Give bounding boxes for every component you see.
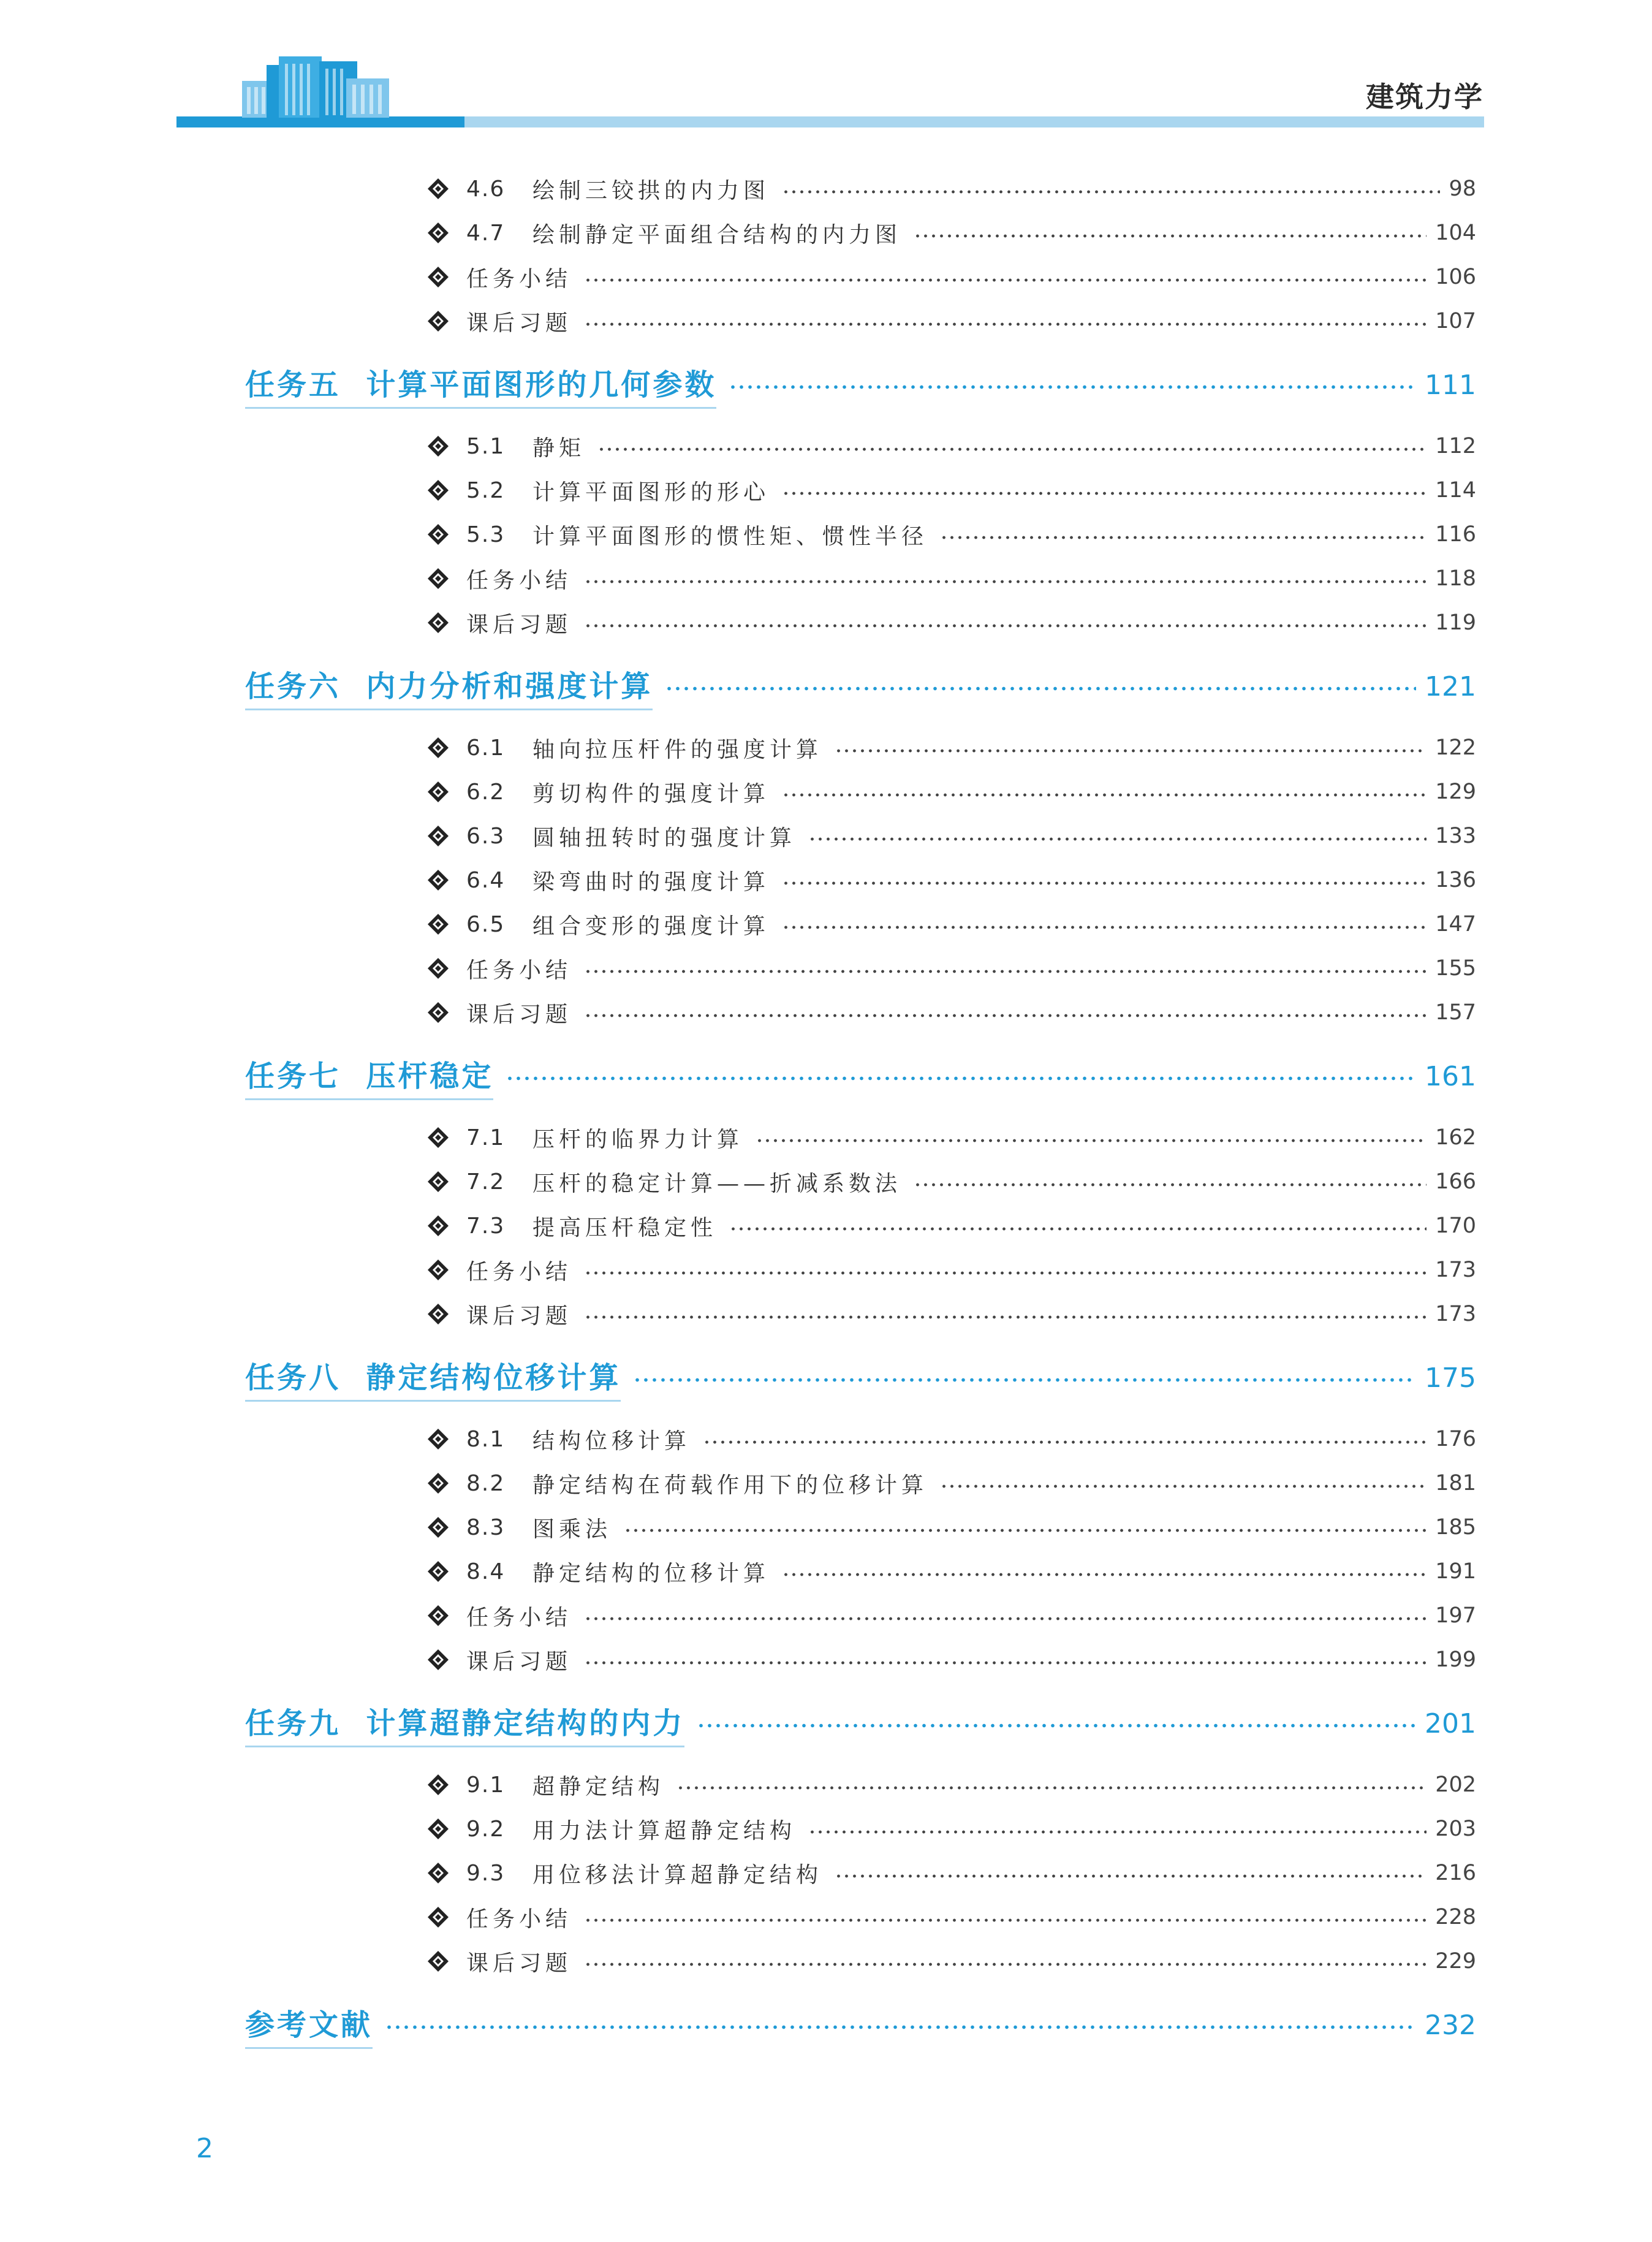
diamond-bullet-icon: [427, 1516, 449, 1538]
toc-section-entry[interactable]: [427, 1641, 1476, 1678]
dot-leader: [624, 1529, 1427, 1532]
toc-section-entry[interactable]: [427, 1465, 1476, 1502]
dot-leader: [914, 234, 1427, 238]
section-title: 提高压杆稳定性: [532, 1215, 718, 1241]
diamond-bullet-icon: [427, 781, 449, 803]
diamond-bullet-icon: [427, 1259, 449, 1281]
section-title: 任务小结: [466, 1259, 572, 1285]
dot-leader: [584, 1963, 1427, 1966]
dot-leader: [782, 190, 1440, 194]
section-title: 轴向拉压杆件的强度计算: [532, 737, 823, 762]
section-title: 梁弯曲时的强度计算: [532, 869, 770, 895]
page-ref: 98: [1449, 177, 1476, 201]
diamond-bullet-icon: [427, 1649, 449, 1671]
page-ref: 133: [1435, 824, 1476, 848]
page-ref: 173: [1435, 1258, 1476, 1282]
section-title: 超静定结构: [532, 1774, 665, 1799]
building-logo-icon: [242, 54, 395, 118]
page-ref: 161: [1425, 1060, 1476, 1092]
dot-leader: [914, 1183, 1427, 1187]
dot-leader: [940, 1484, 1427, 1488]
page-ref: 203: [1435, 1817, 1476, 1841]
dot-leader: [584, 970, 1427, 973]
section-title: 圆轴扭转时的强度计算: [532, 825, 797, 851]
page-ref: 232: [1425, 2009, 1476, 2041]
section-title: 课后习题: [466, 1303, 572, 1329]
page-ref: 176: [1435, 1427, 1476, 1451]
diamond-bullet-icon: [427, 913, 449, 935]
diamond-bullet-icon: [427, 1560, 449, 1583]
dot-leader: [584, 1918, 1427, 1922]
page-ref: 114: [1435, 478, 1476, 503]
section-number: 4.6: [466, 176, 506, 202]
page-ref: 166: [1435, 1169, 1476, 1194]
section-title: 静定结构的位移计算: [532, 1560, 770, 1586]
dot-leader: [729, 385, 1416, 389]
toc-section-entry[interactable]: [427, 1597, 1476, 1634]
diamond-bullet-icon: [427, 1605, 449, 1627]
dot-leader: [729, 1227, 1427, 1231]
toc-section-entry[interactable]: [427, 994, 1476, 1031]
diamond-bullet-icon: [427, 1303, 449, 1325]
page-ref: 170: [1435, 1214, 1476, 1238]
section-title: 计算平面图形的惯性矩、惯性半径: [532, 523, 928, 549]
toc-section-entry[interactable]: [427, 1509, 1476, 1546]
diamond-bullet-icon: [427, 310, 449, 332]
section-number: 6.1: [466, 735, 506, 761]
toc-section-entry[interactable]: [427, 950, 1476, 987]
page-ref: 118: [1435, 566, 1476, 591]
diamond-bullet-icon: [427, 1001, 449, 1024]
diamond-bullet-icon: [427, 568, 449, 590]
diamond-bullet-icon: [427, 435, 449, 457]
toc-section-entry[interactable]: [427, 1553, 1476, 1590]
section-number: 5.2: [466, 477, 506, 503]
section-number: 5.1: [466, 433, 506, 459]
section-number: 6.3: [466, 823, 506, 849]
toc-section-entry[interactable]: [427, 259, 1476, 295]
section-number: 9.2: [466, 1816, 506, 1842]
dot-leader: [385, 2025, 1416, 2029]
section-title: 任务小结: [466, 957, 572, 983]
page-ref: 202: [1435, 1773, 1476, 1797]
diamond-bullet-icon: [427, 1215, 449, 1237]
dot-leader: [584, 1014, 1427, 1017]
chapter-title: 参考文献: [245, 2001, 373, 2049]
page-ref: 197: [1435, 1603, 1476, 1628]
section-number: 5.3: [466, 522, 506, 547]
section-number: 8.2: [466, 1470, 506, 1496]
toc-section-entry[interactable]: [427, 862, 1476, 899]
dot-leader: [835, 1874, 1427, 1878]
section-title: 剪切构件的强度计算: [532, 781, 770, 807]
page-ref: 216: [1435, 1861, 1476, 1885]
diamond-bullet-icon: [427, 178, 449, 200]
dot-leader: [597, 447, 1427, 451]
dot-leader: [782, 793, 1427, 797]
diamond-bullet-icon: [427, 222, 449, 244]
toc-section-entry[interactable]: [427, 906, 1476, 943]
dot-leader: [506, 1076, 1416, 1081]
toc-section-entry[interactable]: [427, 1119, 1476, 1156]
page-ref: 119: [1435, 610, 1476, 635]
section-number: 6.2: [466, 779, 506, 805]
toc-chapter-entry[interactable]: [245, 360, 1476, 409]
toc-section-entry[interactable]: [427, 1766, 1476, 1803]
section-title: 任务小结: [466, 1906, 572, 1932]
diamond-bullet-icon: [427, 869, 449, 891]
diamond-bullet-icon: [427, 737, 449, 759]
page-ref: 121: [1425, 671, 1476, 702]
section-title: 任务小结: [466, 266, 572, 292]
dot-leader: [584, 624, 1427, 628]
toc-section-entry[interactable]: [427, 170, 1476, 207]
section-number: 6.4: [466, 867, 506, 893]
section-title: 绘制三铰拱的内力图: [532, 178, 770, 203]
dot-leader: [676, 1786, 1427, 1790]
diamond-bullet-icon: [427, 1127, 449, 1149]
page-ref: 181: [1435, 1471, 1476, 1495]
diamond-bullet-icon: [427, 1906, 449, 1928]
dot-leader: [782, 881, 1427, 885]
dot-leader: [703, 1440, 1427, 1444]
toc-section-entry[interactable]: [427, 1163, 1476, 1200]
section-title: 静矩: [532, 435, 586, 461]
toc-chapter-entry[interactable]: [245, 1052, 1476, 1101]
dot-leader: [633, 1378, 1416, 1382]
page-ref: 162: [1435, 1125, 1476, 1150]
toc-section-entry[interactable]: [427, 1421, 1476, 1457]
dot-leader: [584, 1617, 1427, 1621]
page-ref: 157: [1435, 1000, 1476, 1025]
section-title: 课后习题: [466, 1950, 572, 1976]
section-title: 结构位移计算: [532, 1428, 691, 1454]
toc-section-entry[interactable]: [427, 604, 1476, 641]
page-ref: 104: [1435, 221, 1476, 245]
dot-leader: [782, 492, 1427, 495]
section-title: 静定结构在荷载作用下的位移计算: [532, 1472, 928, 1498]
section-number: 9.1: [466, 1772, 506, 1798]
dot-leader: [584, 278, 1427, 282]
toc-section-entry[interactable]: [427, 1899, 1476, 1936]
page-ref: 191: [1435, 1559, 1476, 1584]
diamond-bullet-icon: [427, 523, 449, 545]
page-ref: 136: [1435, 868, 1476, 892]
dot-leader: [782, 925, 1427, 929]
toc-section-entry[interactable]: [427, 1855, 1476, 1891]
chapter-title: 任务六 内力分析和强度计算: [245, 663, 653, 710]
section-title: 组合变形的强度计算: [532, 913, 770, 939]
section-number: 6.5: [466, 911, 506, 937]
section-number: 4.7: [466, 220, 506, 246]
diamond-bullet-icon: [427, 825, 449, 847]
dot-leader: [584, 1661, 1427, 1665]
section-title: 用力法计算超静定结构: [532, 1818, 797, 1844]
dot-leader: [940, 536, 1427, 539]
section-title: 任务小结: [466, 568, 572, 593]
diamond-bullet-icon: [427, 266, 449, 288]
toc-section-entry[interactable]: [427, 1252, 1476, 1288]
page-ref: 185: [1435, 1515, 1476, 1540]
diamond-bullet-icon: [427, 1171, 449, 1193]
toc-section-entry[interactable]: [427, 303, 1476, 340]
dot-leader: [782, 1573, 1427, 1576]
page-ref: 201: [1425, 1708, 1476, 1739]
page-ref: 155: [1435, 956, 1476, 981]
page-ref: 129: [1435, 780, 1476, 804]
section-title: 绘制静定平面组合结构的内力图: [532, 222, 902, 248]
page-ref: 122: [1435, 735, 1476, 760]
toc-section-entry[interactable]: [427, 428, 1476, 465]
section-title: 课后习题: [466, 1649, 572, 1674]
toc-section-entry[interactable]: [427, 818, 1476, 854]
dot-leader: [808, 1830, 1427, 1834]
toc-chapter-entry[interactable]: [245, 662, 1476, 711]
diamond-bullet-icon: [427, 1818, 449, 1840]
section-number: 8.3: [466, 1514, 506, 1540]
dot-leader: [835, 749, 1427, 753]
toc-section-entry[interactable]: [427, 215, 1476, 251]
toc-section-entry[interactable]: [427, 1811, 1476, 1847]
diamond-bullet-icon: [427, 1472, 449, 1494]
toc-section-entry[interactable]: [427, 729, 1476, 766]
dot-leader: [584, 1315, 1427, 1319]
chapter-title: 任务五 计算平面图形的几何参数: [245, 361, 716, 409]
toc-section-entry[interactable]: [427, 1296, 1476, 1332]
section-title: 用位移法计算超静定结构: [532, 1862, 823, 1888]
diamond-bullet-icon: [427, 612, 449, 634]
section-number: 8.4: [466, 1559, 506, 1584]
dot-leader: [584, 322, 1427, 326]
diamond-bullet-icon: [427, 957, 449, 979]
dot-leader: [665, 686, 1416, 691]
section-title: 任务小结: [466, 1605, 572, 1630]
page-ref: 199: [1435, 1647, 1476, 1672]
toc-section-entry[interactable]: [427, 1943, 1476, 1980]
section-number: 7.1: [466, 1125, 506, 1150]
chapter-title: 任务九 计算超静定结构的内力: [245, 1700, 684, 1747]
page-ref: 116: [1435, 522, 1476, 547]
toc-section-entry[interactable]: [427, 472, 1476, 509]
section-title: 计算平面图形的形心: [532, 479, 770, 505]
toc-section-entry[interactable]: [427, 560, 1476, 597]
book-title: 建筑力学: [1366, 80, 1483, 113]
toc-chapter-entry[interactable]: [245, 2001, 1476, 2050]
chapter-title: 任务七 压杆稳定: [245, 1052, 493, 1100]
diamond-bullet-icon: [427, 479, 449, 501]
header-band-accent: [176, 116, 464, 127]
dot-leader: [584, 1271, 1427, 1275]
diamond-bullet-icon: [427, 1774, 449, 1796]
section-title: 压杆的临界力计算: [532, 1127, 744, 1152]
diamond-bullet-icon: [427, 1950, 449, 1972]
page-ref: 175: [1425, 1362, 1476, 1394]
section-number: 7.3: [466, 1213, 506, 1239]
toc-chapter-entry[interactable]: [245, 1353, 1476, 1402]
dot-leader: [584, 580, 1427, 583]
page-ref: 228: [1435, 1905, 1476, 1929]
dot-leader: [808, 837, 1427, 841]
page-number: 2: [196, 2133, 213, 2164]
diamond-bullet-icon: [427, 1862, 449, 1884]
toc-section-entry[interactable]: [427, 773, 1476, 810]
page-ref: 107: [1435, 309, 1476, 333]
page-ref: 106: [1435, 265, 1476, 289]
dot-leader: [756, 1139, 1427, 1142]
toc-chapter-entry[interactable]: [245, 1699, 1476, 1748]
diamond-bullet-icon: [427, 1428, 449, 1450]
page-ref: 173: [1435, 1302, 1476, 1326]
section-title: 压杆的稳定计算——折减系数法: [532, 1171, 902, 1196]
section-title: 图乘法: [532, 1516, 612, 1542]
chapter-title: 任务八 静定结构位移计算: [245, 1354, 621, 1402]
dot-leader: [697, 1723, 1416, 1728]
section-title: 课后习题: [466, 1001, 572, 1027]
section-number: 7.2: [466, 1169, 506, 1195]
section-number: 8.1: [466, 1426, 506, 1452]
section-number: 9.3: [466, 1860, 506, 1886]
page-ref: 229: [1435, 1949, 1476, 1974]
toc-section-entry[interactable]: [427, 1207, 1476, 1244]
page-ref: 111: [1425, 369, 1476, 401]
page-ref: 147: [1435, 912, 1476, 937]
section-title: 课后习题: [466, 310, 572, 336]
toc-section-entry[interactable]: [427, 516, 1476, 553]
section-title: 课后习题: [466, 612, 572, 637]
page-ref: 112: [1435, 434, 1476, 458]
